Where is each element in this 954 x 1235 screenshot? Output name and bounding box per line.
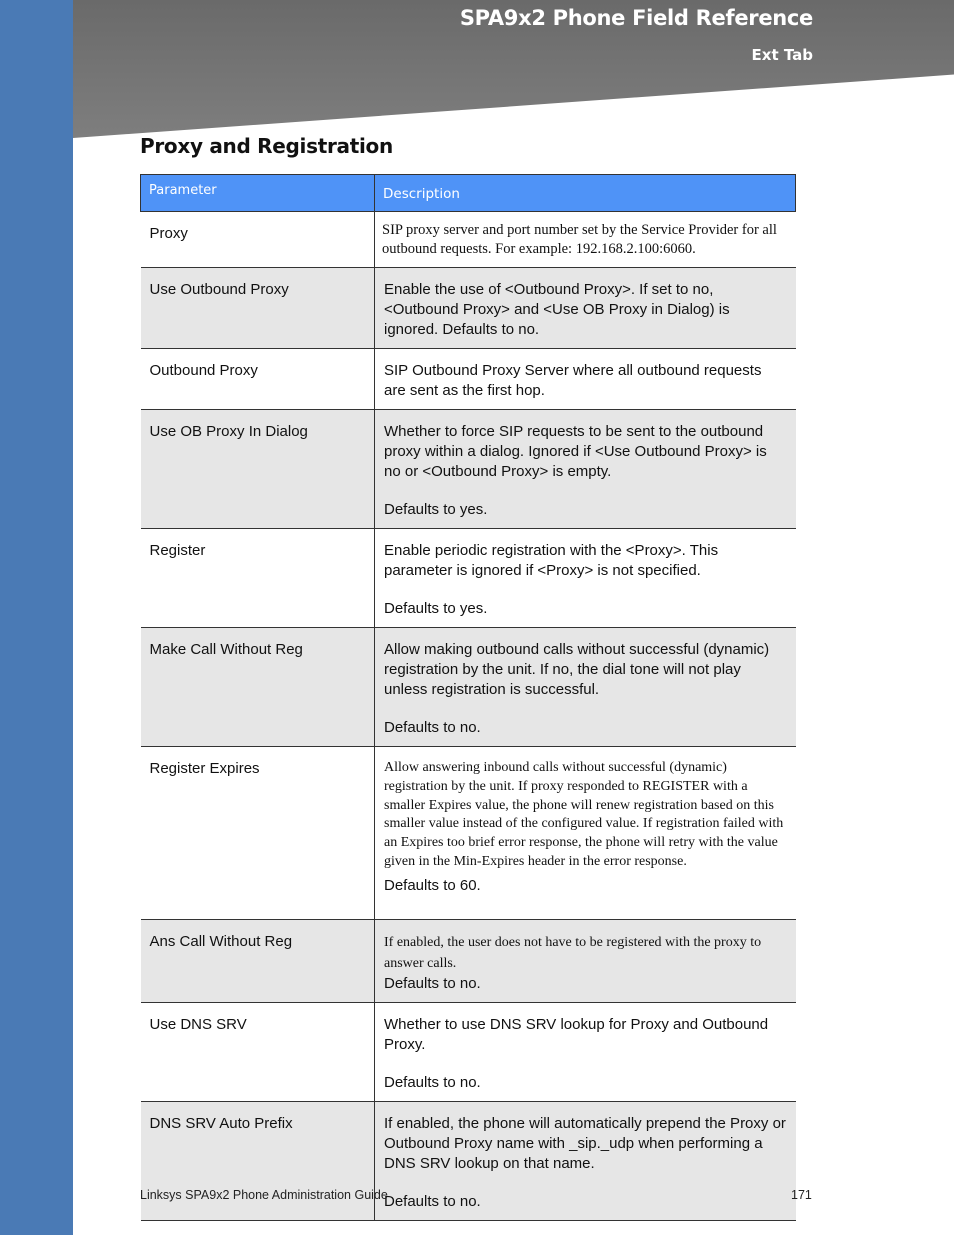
param-cell: Ans Call Without Reg	[141, 920, 375, 1003]
table-row	[141, 1003, 796, 1102]
desc-cell	[375, 920, 796, 1003]
table-row	[141, 349, 796, 410]
desc-default: Defaults to yes.	[384, 600, 488, 617]
page-header-title: SPA9x2 Phone Field Reference	[459, 6, 813, 30]
desc-cell	[375, 529, 796, 628]
table-row	[141, 212, 796, 268]
desc-text: Allow making outbound calls without successful (dynamic) registration by the unit. If no, the dial tone will not play unless registration is successful.	[384, 641, 770, 698]
desc-cell	[375, 1102, 796, 1221]
param-cell: Use OB Proxy In Dialog	[141, 410, 375, 529]
desc-text: SIP proxy server and port number set by the Service Provider for all outbound requests. For example: 192.168.2.100:6060.	[382, 222, 777, 257]
param-cell: Use Outbound Proxy	[141, 268, 375, 349]
desc-text: Whether to use DNS SRV lookup for Proxy and Outbound Proxy.	[384, 1016, 769, 1053]
parameter-table	[140, 174, 796, 1221]
param-cell: DNS SRV Auto Prefix	[141, 1102, 375, 1221]
table-header-row	[141, 175, 796, 212]
page-header-subtitle: Ext Tab	[751, 46, 813, 64]
table-row	[141, 529, 796, 628]
desc-default: Defaults to no.	[384, 1074, 481, 1091]
param-cell: Register	[141, 529, 375, 628]
desc-default: Defaults to no.	[384, 719, 481, 736]
desc-cell	[375, 747, 796, 920]
desc-default: Defaults to 60.	[384, 876, 481, 894]
table-row	[141, 410, 796, 529]
desc-default: Defaults to no.	[384, 1193, 481, 1210]
param-cell: Proxy	[141, 212, 375, 268]
side-color-bar	[0, 0, 73, 1235]
table-row	[141, 268, 796, 349]
desc-cell	[375, 1003, 796, 1102]
column-header-description: Description	[375, 175, 796, 212]
desc-cell	[375, 268, 796, 349]
footer-page-number: 171	[791, 1188, 812, 1202]
column-header-parameter: Parameter	[141, 175, 375, 212]
table-row	[141, 1102, 796, 1221]
section-heading: Proxy and Registration	[140, 134, 393, 158]
param-cell: Use DNS SRV	[141, 1003, 375, 1102]
desc-cell	[375, 212, 796, 268]
desc-text: Allow answering inbound calls without successful (dynamic) registration by the unit. If proxy responded to REGISTER with a smaller Expires value, the phone will renew registration based on this smaller value instead of the configured value. If registration failed with an Expires too brief error response, the phone will retry with the value given in the Min-Expires header in the error response.	[384, 760, 784, 869]
desc-text: Enable periodic registration with the <Proxy>. This parameter is ignored if <Proxy> is not specified.	[384, 542, 719, 579]
footer-guide-title: Linksys SPA9x2 Phone Administration Guide	[140, 1188, 388, 1202]
desc-default: Defaults to yes.	[384, 501, 488, 518]
desc-cell	[375, 349, 796, 410]
param-cell: Register Expires	[141, 747, 375, 920]
desc-default: Defaults to no.	[384, 975, 481, 992]
table-row	[141, 747, 796, 920]
table-row	[141, 628, 796, 747]
table-row	[141, 920, 796, 1003]
desc-text: Enable the use of <Outbound Proxy>. If set to no, <Outbound Proxy> and <Use OB Proxy in Dialog) is ignored. Defaults to no.	[384, 281, 730, 338]
desc-text: If enabled, the user does not have to be registered with the proxy to answer calls.	[384, 935, 762, 971]
desc-text: If enabled, the phone will automatically prepend the Proxy or Outbound Proxy name with _sip._udp when performing a DNS SRV lookup on that name.	[384, 1115, 786, 1172]
desc-cell	[375, 410, 796, 529]
param-cell: Make Call Without Reg	[141, 628, 375, 747]
desc-text: Whether to force SIP requests to be sent to the outbound proxy within a dialog. Ignored if <Use Outbound Proxy> is no or <Outbound Proxy> is empty.	[384, 423, 767, 480]
desc-cell	[375, 628, 796, 747]
param-cell: Outbound Proxy	[141, 349, 375, 410]
desc-text: SIP Outbound Proxy Server where all outbound requests are sent as the first hop.	[384, 362, 762, 399]
